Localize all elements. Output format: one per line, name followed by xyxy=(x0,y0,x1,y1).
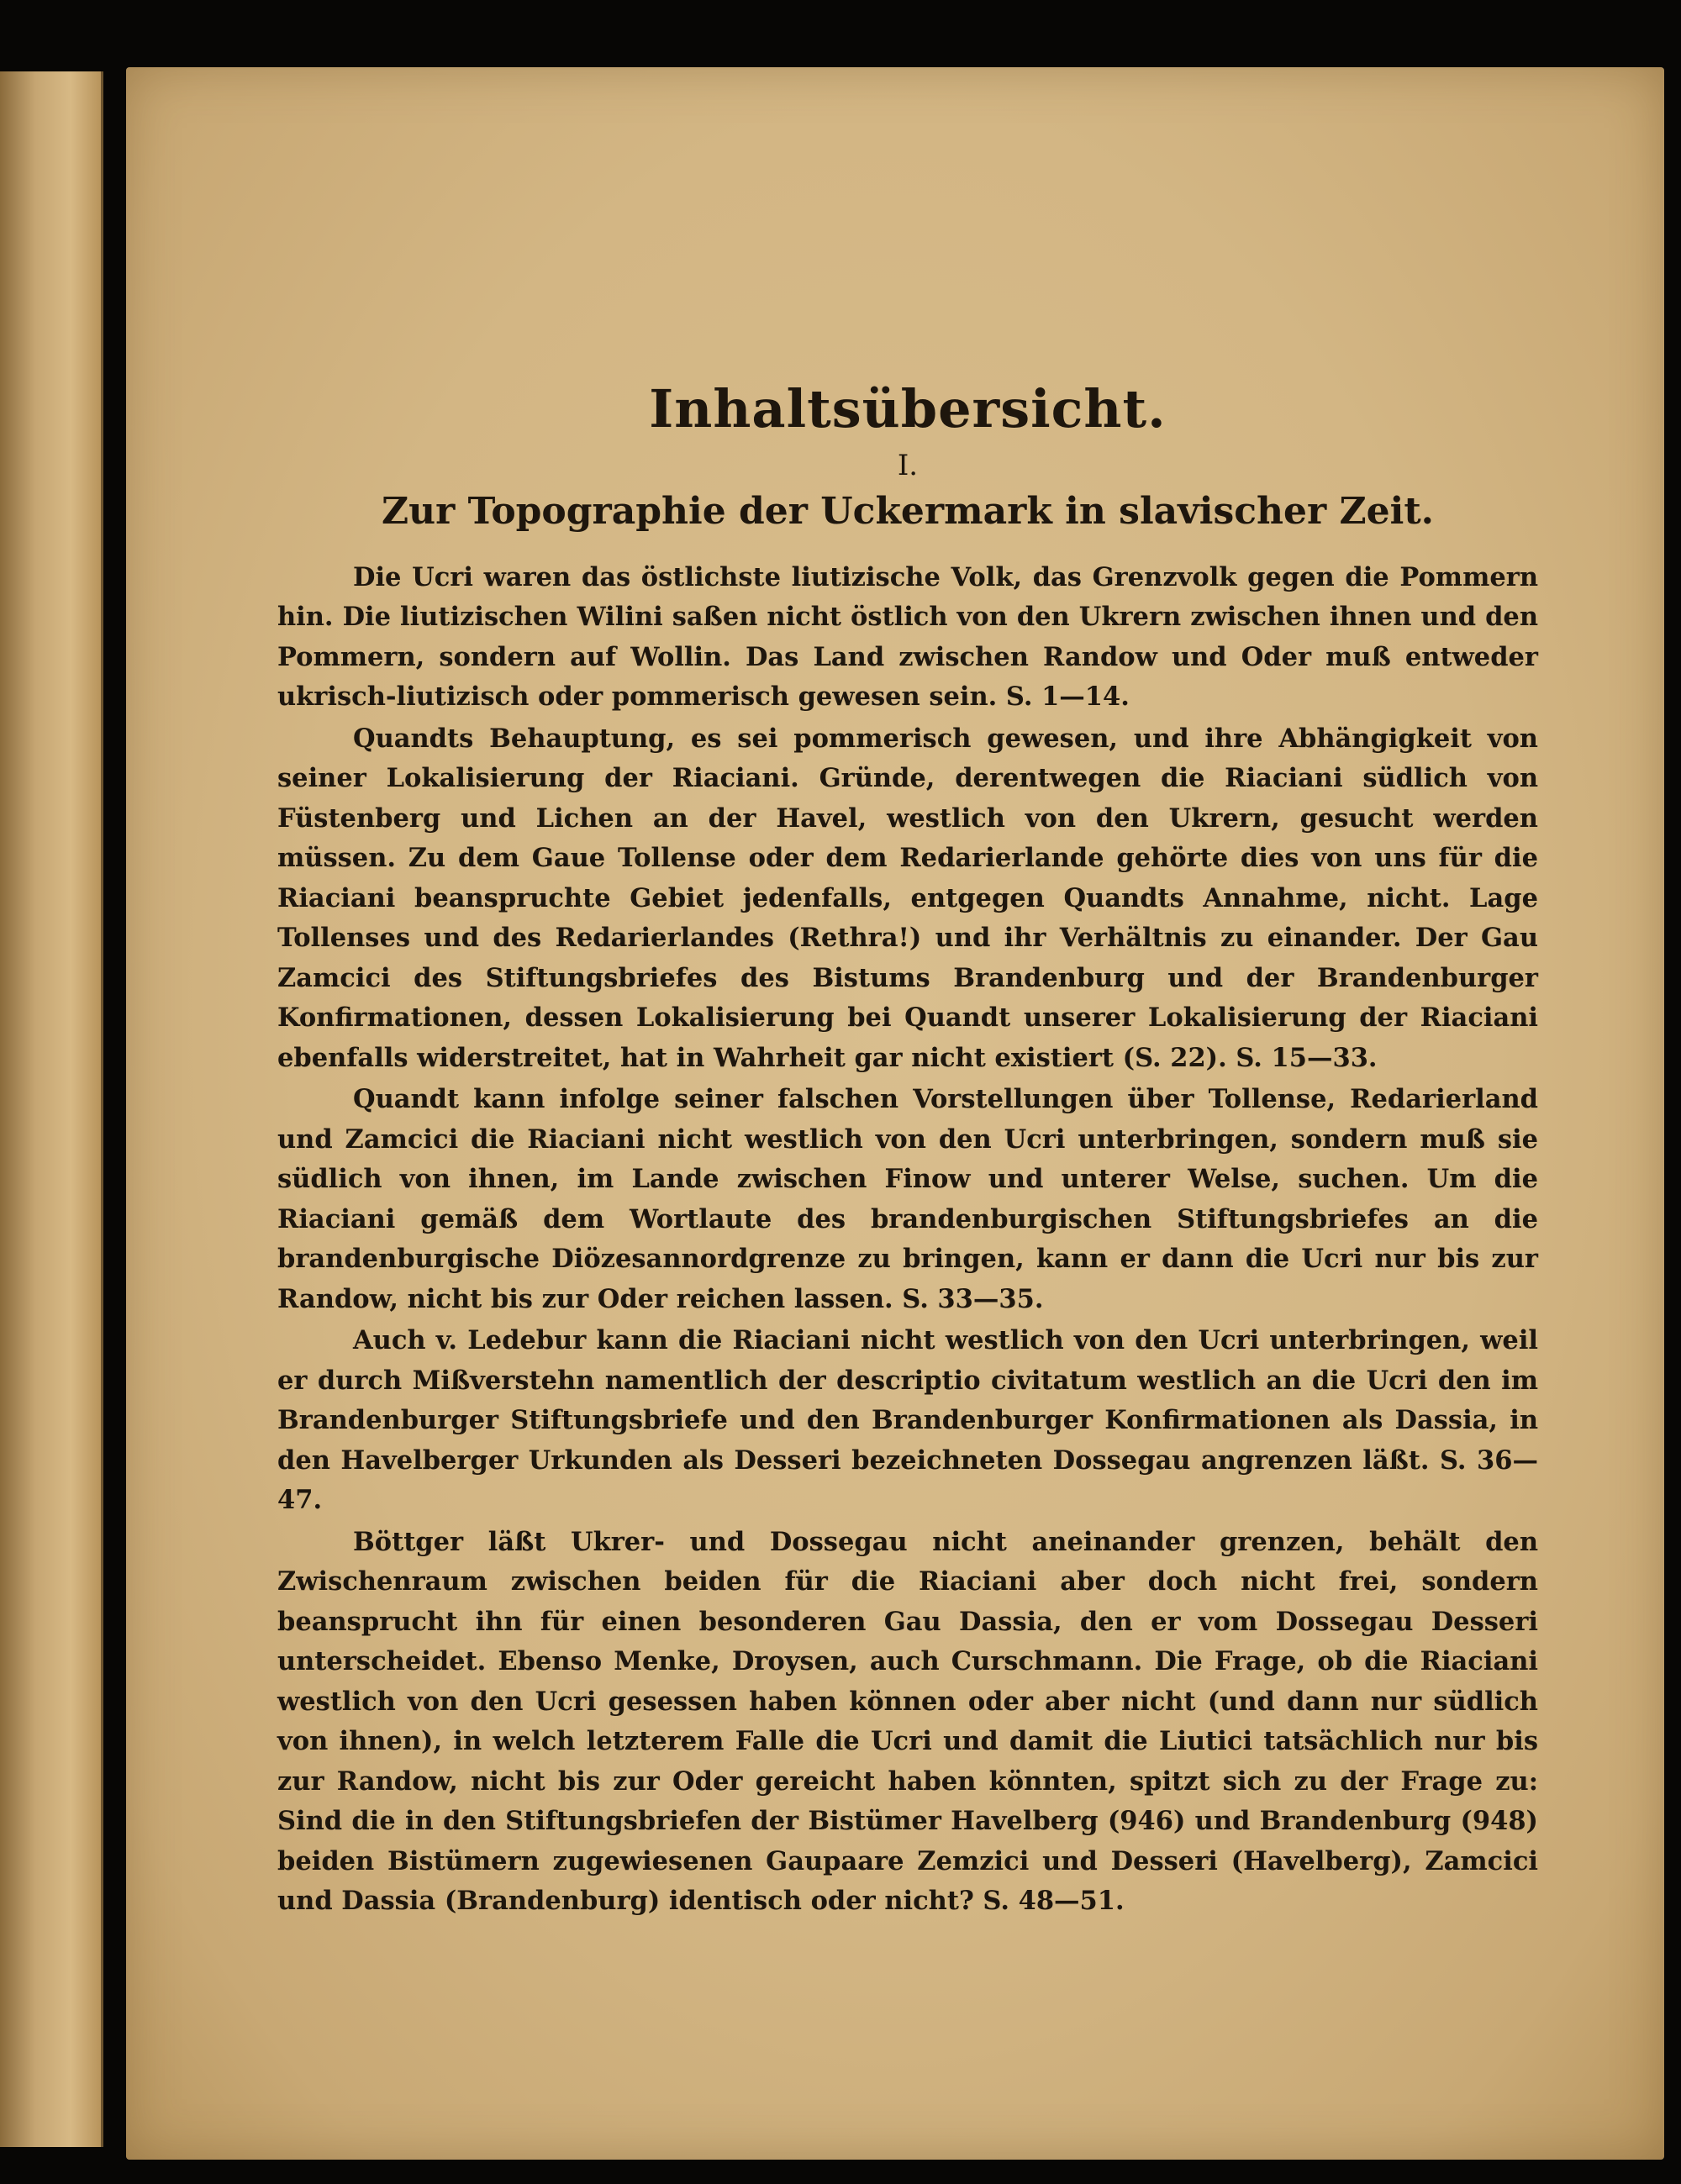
previous-page-edge xyxy=(0,71,103,2147)
book-page xyxy=(126,67,1664,2160)
section-numeral: I. xyxy=(897,449,919,483)
section-title: Zur Topographie der Uckermark in slavischer Zeit. xyxy=(382,490,1434,534)
page-content xyxy=(277,378,1538,1923)
paragraph-3: Quandt kann infolge seiner falschen Vorstellungen über Tollense, Redarierland und Zamcici die Riaciani nicht westlich von den Ucri unterbringen, sondern muß sie südlich von ihnen, im Lande zwischen Finow und unterer Welse, suchen. Um die Riaciani gemäß dem Wortlaute des brandenburgischen Stiftungsbriefes an die brandenburgische Diözesannordgrenze zu bringen, kann er dann die Ucri nur bis zur Randow, nicht bis zur Oder reichen lassen. S. 33—35. xyxy=(277,1084,1538,1314)
page-title: Inhaltsübersicht. xyxy=(649,378,1167,439)
paragraph-1: Die Ucri waren das östlichste liutizische Volk, das Grenzvolk gegen die Pommern hin. Die liutizischen Wilini saßen nicht östlich von den Ukrern zwischen ihnen und den Pommern, sondern auf Wollin. Das Land zwischen Randow und Oder muß entweder ukrisch-liutizisch oder pommerisch gewesen sein. S. 1—14. xyxy=(277,561,1538,713)
paragraph-4: Auch v. Ledebur kann die Riaciani nicht westlich von den Ucri unterbringen, weil er durch Mißverstehn namentlich der descriptio civitatum westlich an die Ucri den im Brandenburger Stiftungsbriefe und den Brandenburger Konfirmationen als Dassia, in den Havelberger Urkunden als Desseri bezeichneten Dossegau angrenzen läßt. S. 36—47. xyxy=(277,1325,1538,1516)
paragraph-2: Quandts Behauptung, es sei pommerisch gewesen, und ihre Abhängigkeit von seiner Lokalisierung der Riaciani. Gründe, derentwegen die Riaciani südlich von Füstenberg und Lichen an der Havel, westlich von den Ukrern, gesucht werden müssen. Zu dem Gaue Tollense oder dem Redarierlande gehörte dies von uns für die Riaciani beanspruchte Gebiet jedenfalls, entgegen Quandts Annahme, nicht. Lage Tollenses und des Redarierlandes (Rethra!) und ihr Verhältnis zu einander. Der Gau Zamcici des Stiftungsbriefes des Bistums Brandenburg und der Brandenburger Konfirmationen, dessen Lokalisierung bei Quandt unserer Lokalisierung der Riaciani ebenfalls widerstreitet, hat in Wahrheit gar nicht existiert (S. 22). S. 15—33. xyxy=(277,723,1538,1073)
paragraph-5: Böttger läßt Ukrer- und Dossegau nicht aneinander grenzen, behält den Zwischenraum zwischen beiden für die Riaciani aber doch nicht frei, sondern beansprucht ihn für einen besonderen Gau Dassia, den er vom Dossegau Desseri unterscheidet. Ebenso Menke, Droysen, auch Curschmann. Die Frage, ob die Riaciani westlich von den Ucri gesessen haben können oder aber nicht (und dann nur südlich von ihnen), in welch letzterem Falle die Ucri und damit die Liutici tatsächlich nur bis zur Randow, nicht bis zur Oder gereicht haben könnten, spitzt sich zu der Frage zu: Sind die in den Stiftungsbriefen der Bistümer Havelberg (946) und Brandenburg (948) beiden Bistümern zugewiesenen Gaupaare Zemzici und Desseri (Havelberg), Zamcici und Dassia (Brandenburg) identisch oder nicht? S. 48—51. xyxy=(277,1526,1538,1917)
